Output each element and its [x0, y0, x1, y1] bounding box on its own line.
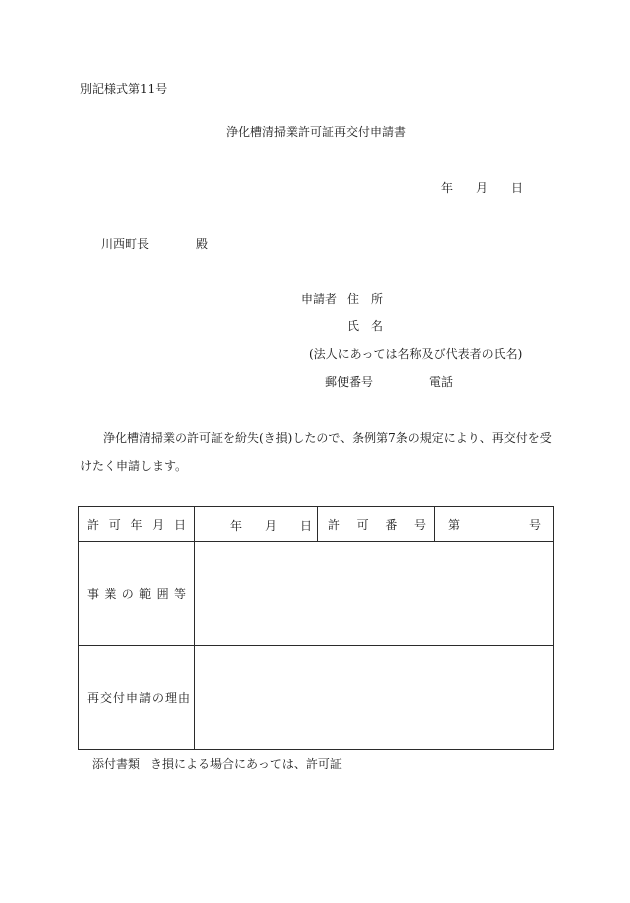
permit-number-char: 可	[356, 517, 369, 532]
permit-number-char: 許	[328, 517, 341, 532]
applicant-address-label: 住 所	[347, 292, 384, 306]
permit-date-char: 日	[173, 517, 186, 532]
permit-date-char: 月	[152, 517, 165, 532]
addressee-name: 川西町長	[101, 237, 150, 251]
date-day-label: 日	[511, 181, 524, 195]
permit-date-day-unit: 日	[300, 519, 313, 533]
permit-date-label-cell	[79, 507, 195, 542]
reason-label-cell	[79, 646, 195, 750]
permit-date-char: 年	[130, 517, 143, 532]
business-scope-char: 事	[87, 587, 100, 601]
permit-date-year-unit: 年	[230, 519, 243, 533]
attachments-text: き損による場合にあっては、許可証	[150, 757, 342, 771]
application-table	[78, 506, 554, 750]
table-row-permit	[79, 507, 554, 542]
permit-number-char: 号	[413, 517, 426, 532]
attachments-label: 添付書類	[92, 757, 141, 771]
reason-value-cell[interactable]	[195, 646, 554, 750]
permit-number-char: 番	[385, 517, 398, 532]
body-text-line-1: 浄化槽清掃業の許可証を紛失(き損)したので、条例第7条の規定により、再交付を受	[103, 431, 552, 445]
permit-number-value-cell[interactable]	[435, 507, 554, 542]
business-scope-char: の	[121, 587, 134, 601]
permit-date-month-unit: 月	[265, 519, 278, 533]
corporation-note: (法人にあっては名称及び代表者の氏名)	[309, 347, 523, 361]
document-title: 浄化槽清掃業許可証再交付申請書	[226, 125, 407, 139]
reason-label: 再交付申請の理由	[87, 691, 192, 705]
body-text-line-2: けたく申請します。	[80, 459, 188, 473]
business-scope-char: 囲	[156, 587, 169, 601]
business-scope-char: 業	[104, 587, 117, 601]
addressee-suffix: 殿	[196, 237, 209, 251]
form-number: 別記様式第11号	[80, 82, 168, 96]
business-scope-char: 範	[139, 587, 152, 601]
applicant-name-label: 氏 名	[347, 319, 384, 333]
permit-date-value-cell[interactable]	[195, 507, 318, 542]
business-scope-char: 等	[173, 587, 186, 601]
postal-code-label: 郵便番号	[325, 375, 374, 389]
table-row-business-scope	[79, 542, 554, 646]
permit-number-prefix: 第	[448, 517, 461, 532]
applicant-label: 申請者	[301, 292, 338, 306]
permit-date-char: 許	[87, 517, 100, 532]
table-row-reason	[79, 646, 554, 750]
phone-label: 電話	[429, 375, 454, 389]
business-scope-value-cell[interactable]	[195, 542, 554, 646]
permit-number-label-cell	[318, 507, 435, 542]
permit-number-suffix: 号	[528, 517, 541, 532]
date-month-label: 月	[476, 181, 489, 195]
date-year-label: 年	[441, 181, 454, 195]
permit-date-char: 可	[108, 517, 121, 532]
business-scope-label-cell	[79, 542, 195, 646]
